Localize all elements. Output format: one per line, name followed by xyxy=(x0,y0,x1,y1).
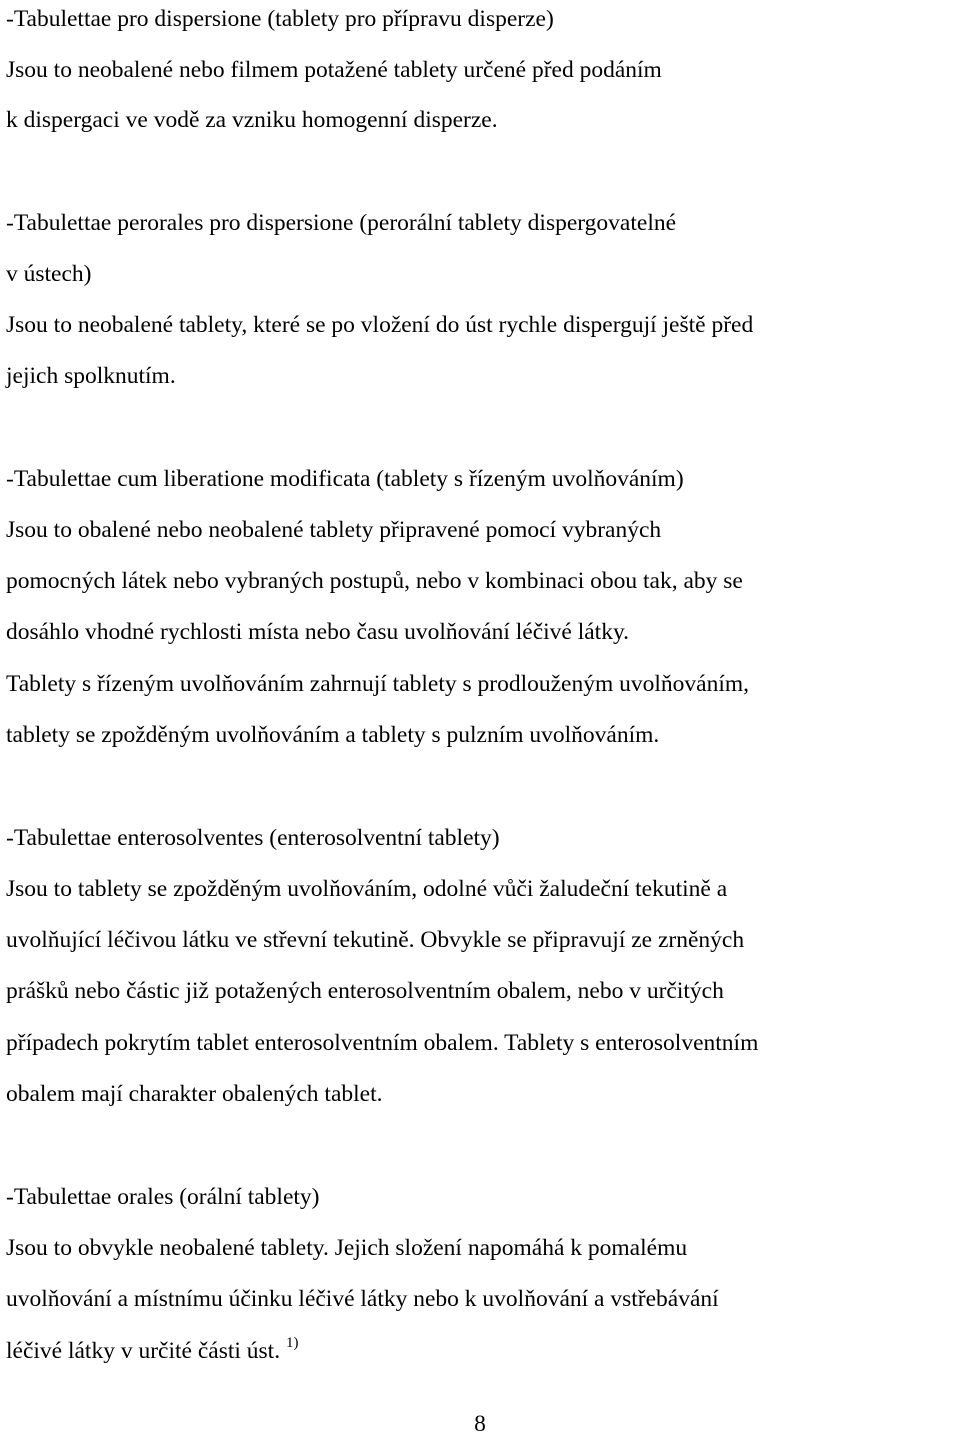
text-line: Jsou to neobalené nebo filmem potažené tablety určené před podáním xyxy=(6,57,662,83)
text-line: uvolňující léčivou látku ve střevní tekutině. Obvykle se připravují ze zrněných xyxy=(6,927,745,953)
page-number: 8 xyxy=(474,1411,486,1437)
section-heading: -Tabulettae perorales pro dispersione (perorální tablety dispergovatelné xyxy=(6,210,677,236)
text-line: Jsou to neobalené tablety, které se po vložení do úst rychle dispergují ještě před xyxy=(6,312,754,338)
section-heading: -Tabulettae cum liberatione modificata (tablety s řízeným uvolňováním) xyxy=(6,466,684,492)
text-line: k dispergaci ve vodě za vzniku homogenní disperze. xyxy=(6,107,498,133)
text-line: Jsou to obvykle neobalené tablety. Jejich složení napomáhá k pomalému xyxy=(6,1235,688,1261)
section-heading: -Tabulettae pro dispersione (tablety pro přípravu disperze) xyxy=(6,6,554,32)
text-line: dosáhlo vhodné rychlosti místa nebo času uvolňování léčivé látky. xyxy=(6,619,630,645)
section-heading: -Tabulettae orales (orální tablety) xyxy=(6,1184,320,1210)
section-heading: -Tabulettae enterosolventes (enterosolventní tablety) xyxy=(6,825,500,851)
text-line: léčivé látky v určité části úst. xyxy=(6,1338,286,1364)
text-line: prášků nebo částic již potažených enterosolventním obalem, nebo v určitých xyxy=(6,978,724,1004)
section-heading-continued: v ústech) xyxy=(6,261,92,287)
text-line-with-footnote xyxy=(6,1335,299,1364)
text-line: pomocných látek nebo vybraných postupů, nebo v kombinaci obou tak, aby se xyxy=(6,568,743,594)
footnote-reference: 1) xyxy=(285,1335,299,1351)
text-line: případech pokrytím tablet enterosolventním obalem. Tablety s enterosolventním xyxy=(6,1030,759,1056)
text-line: Jsou to tablety se zpožděným uvolňováním, odolné vůči žaludeční tekutině a xyxy=(6,876,728,902)
text-line: Jsou to obalené nebo neobalené tablety připravené pomocí vybraných xyxy=(6,517,662,543)
text-line: jejich spolknutím. xyxy=(6,363,176,389)
text-line: Tablety s řízeným uvolňováním zahrnují tablety s prodlouženým uvolňováním, xyxy=(6,671,750,697)
text-line: tablety se zpožděným uvolňováním a tablety s pulzním uvolňováním. xyxy=(6,722,660,748)
text-line: uvolňování a místnímu účinku léčivé látky nebo k uvolňování a vstřebávání xyxy=(6,1286,719,1312)
text-line: obalem mají charakter obalených tablet. xyxy=(6,1081,383,1107)
